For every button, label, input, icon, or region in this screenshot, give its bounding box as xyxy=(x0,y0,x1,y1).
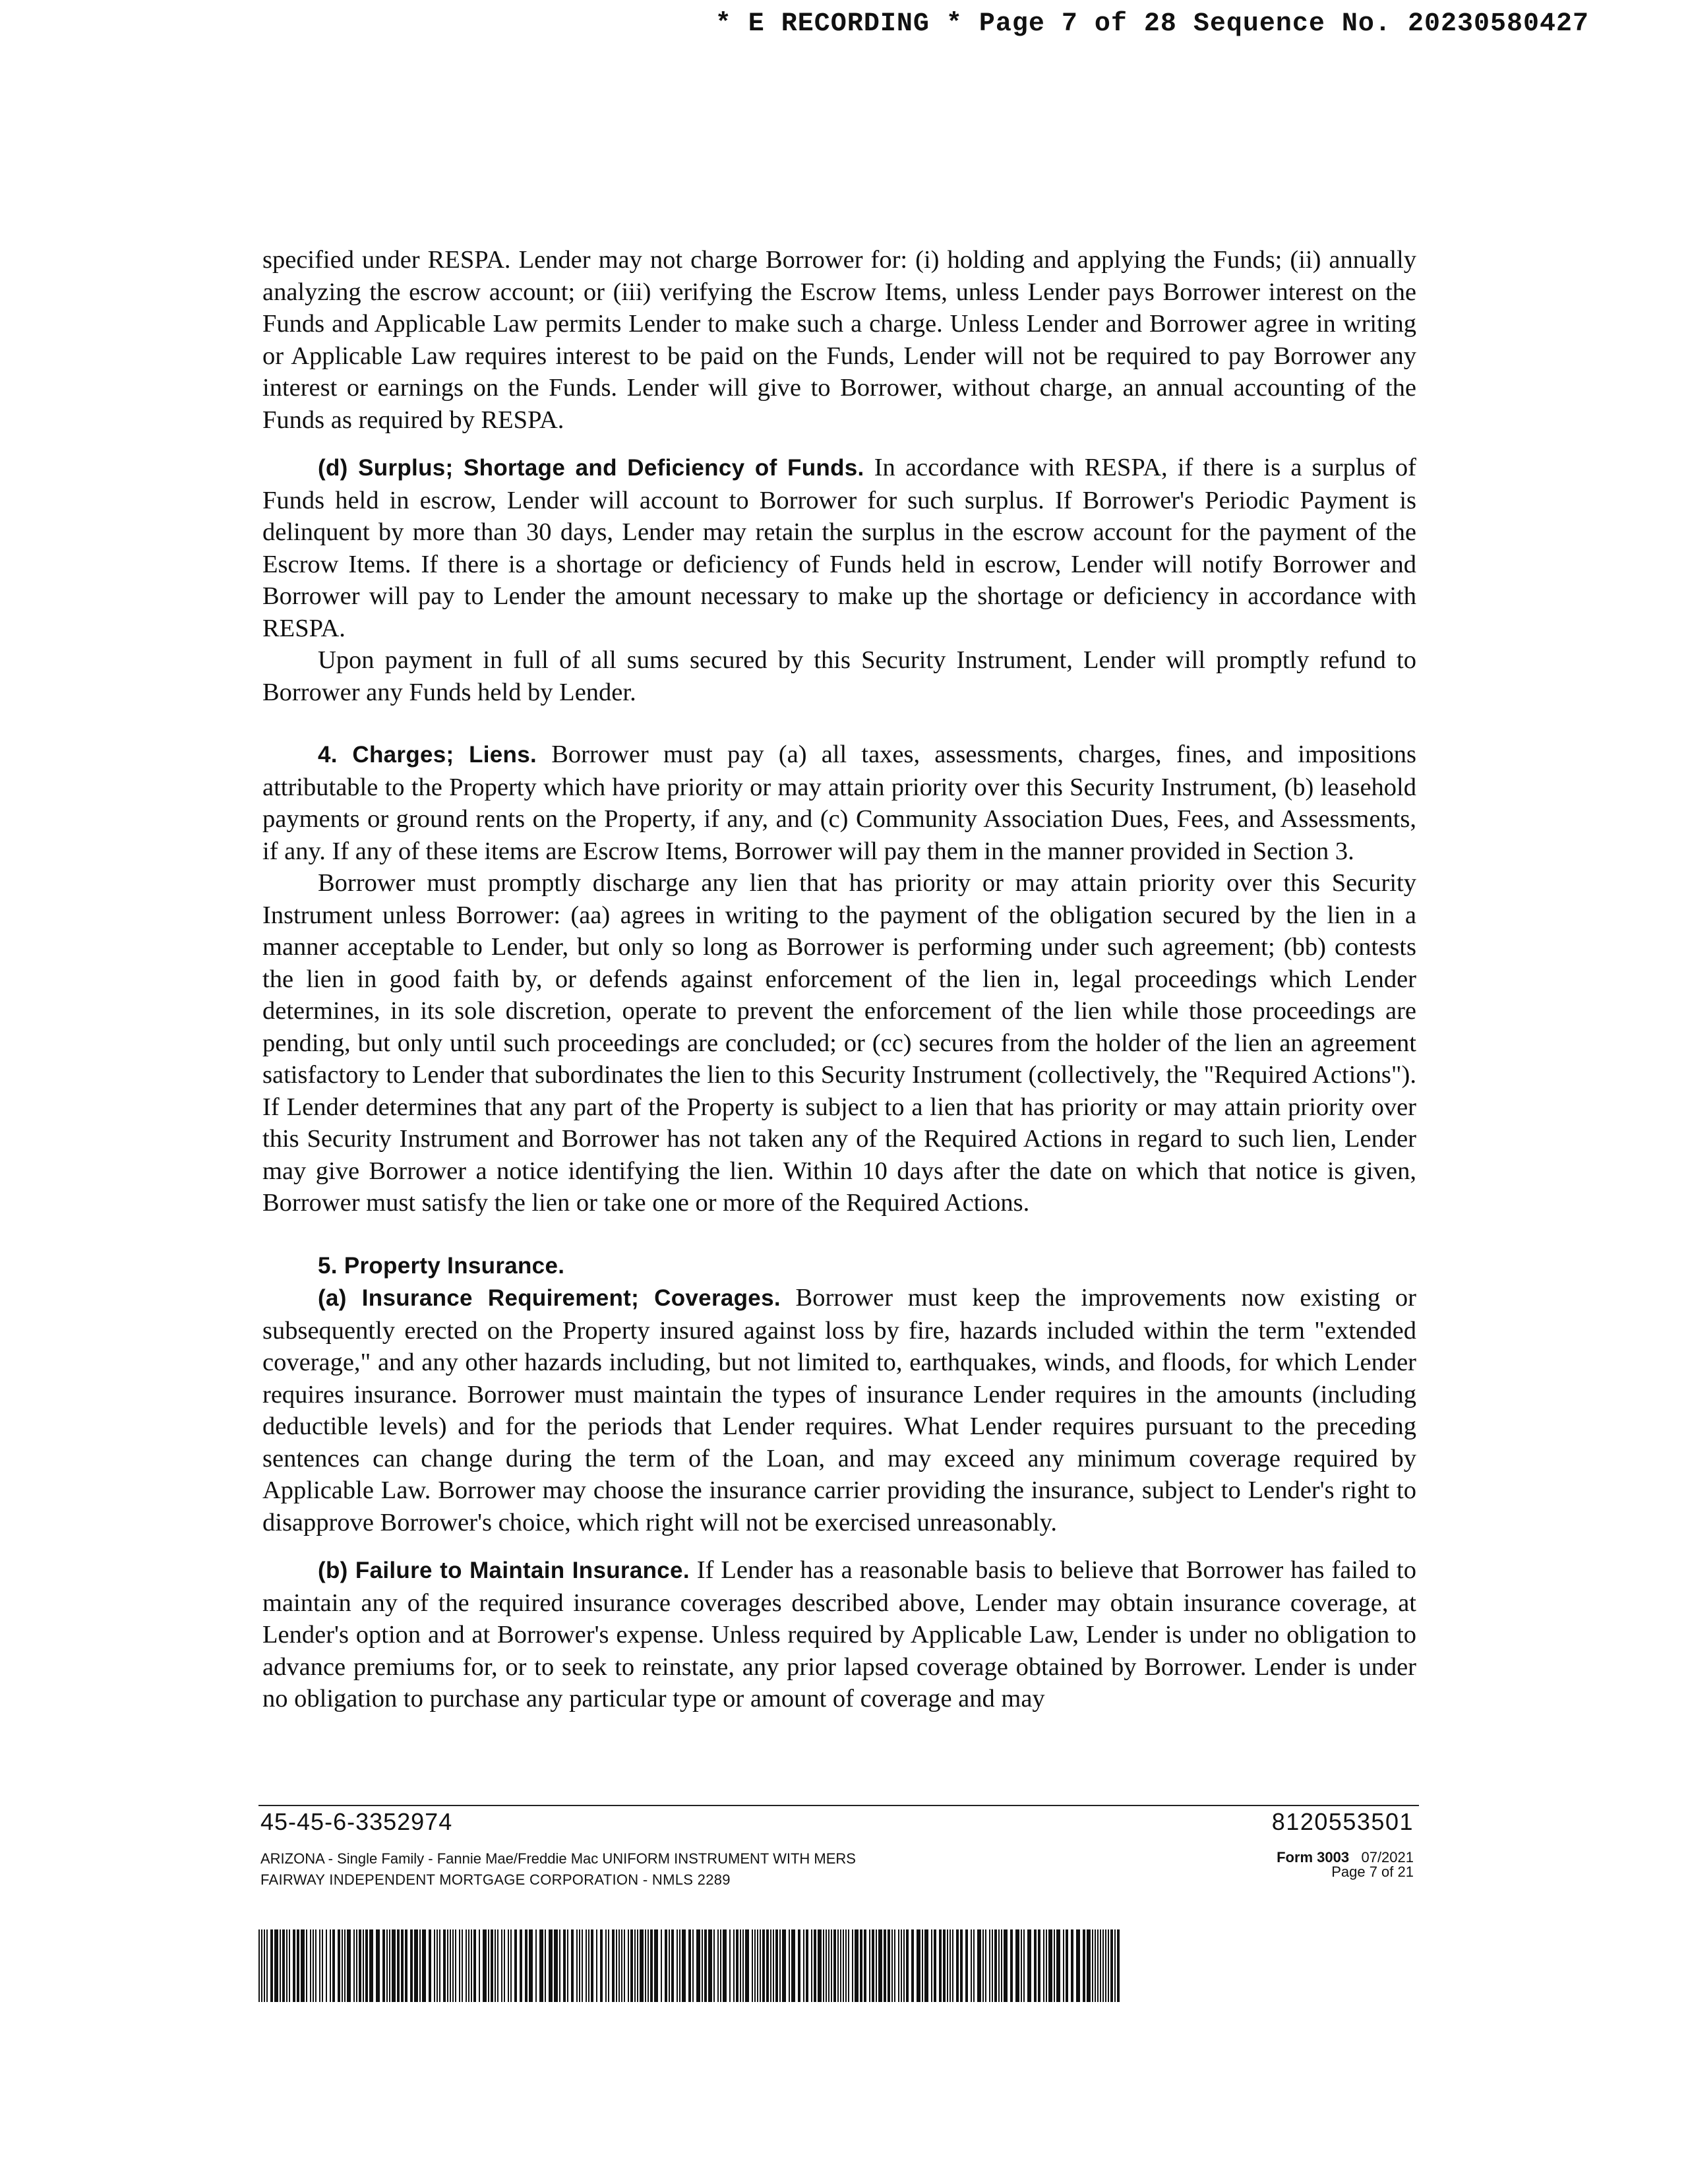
footer-form-info xyxy=(1277,1850,1414,1879)
section-5-heading-line xyxy=(262,1250,1416,1283)
section-4-heading: 4. Charges; Liens. xyxy=(318,742,537,768)
min-number: 8120553501 xyxy=(1271,1808,1414,1835)
form-date: 07/2021 xyxy=(1361,1849,1414,1866)
section-3d-heading: (d) Surplus; Shortage and Deficiency of Funds. xyxy=(318,455,864,481)
section-5a-paragraph xyxy=(262,1282,1416,1538)
section-4-paragraph xyxy=(262,739,1416,867)
section-3d-refund-paragraph: Upon payment in full of all sums secured by this Security Instrument, Lender will promptly refund to Borrower any Funds held by Lender. xyxy=(262,646,1416,706)
footer-lender-name: FAIRWAY INDEPENDENT MORTGAGE CORPORATION - NMLS 2289 xyxy=(260,1871,731,1888)
escrow-continued-paragraph: specified under RESPA. Lender may not charge Borrower for: (i) holding and applying the Funds; (ii) annually analyzing the escrow account; or (iii) verifying the Escrow Items, unless Lender pays Borrower interest on the Funds and Applicable Law permits Lender to make such a charge. Unless Lender and Borrower agree in writing or Applicable Law requires interest to be paid on the Funds, Lender will not be required to pay Borrower any interest or earnings on the Funds. Lender will give to Borrower, without charge, an annual accounting of the Funds as required by RESPA. xyxy=(262,246,1416,434)
barcode xyxy=(258,1929,1122,2002)
section-5b-paragraph xyxy=(262,1554,1416,1715)
section-5a-text: Borrower must keep the improvements now existing or subsequently erected on the Property insured against loss by fire, hazards included within the term "extended coverage," and any other hazards including, but not limited to, earthquakes, winds, and floods, for which Lender requires insurance. Borrower must maintain the types of insurance Lender requires in the amounts (including deductible levels) and for the periods that Lender requires. What Lender requires pursuant to the preceding sentences can change during the term of the Loan, and may exceed any minimum coverage required by Applicable Law. Borrower may choose the insurance carrier providing the insurance, subject to Lender's right to disapprove Borrower's choice, which right will not be exercised unreasonably. xyxy=(262,1284,1416,1536)
form-number: Form 3003 xyxy=(1277,1849,1350,1866)
section-5-heading: 5. Property Insurance. xyxy=(318,1252,565,1279)
footer-instrument-title: ARIZONA - Single Family - Fannie Mae/Freddie Mac UNIFORM INSTRUMENT WITH MERS xyxy=(260,1850,856,1867)
page-number: Page 7 of 21 xyxy=(1331,1864,1414,1880)
section-3d-text: In accordance with RESPA, if there is a surplus of Funds held in escrow, Lender will account to Borrower for such surplus. If Borrower's Periodic Payment is delinquent by more than 30 days, Lender may retain the surplus in the escrow account for the payment of the Escrow Items. If there is a shortage or deficiency of Funds held in escrow, Lender will notify Borrower and Borrower will pay to Lender the amount necessary to make up the shortage or deficiency in accordance with RESPA. xyxy=(262,454,1416,642)
document-body xyxy=(262,244,1416,1715)
footer-divider xyxy=(258,1805,1419,1806)
section-5b-heading: (b) Failure to Maintain Insurance. xyxy=(318,1558,690,1583)
recording-header: * E RECORDING * Page 7 of 28 Sequence No. 20230580427 xyxy=(715,9,1589,39)
section-4-text: Borrower must pay (a) all taxes, assessments, charges, fines, and impositions attributable to the Property which have priority or may attain priority over this Security Instrument, (b) leasehold payments or ground rents on the Property, if any, and (c) Community Association Dues, Fees, and Assessments, if any. If any of these items are Escrow Items, Borrower will pay them in the manner provided in Section 3. xyxy=(262,741,1416,865)
loan-number: 45-45-6-3352974 xyxy=(260,1808,453,1835)
section-5b-text: If Lender has a reasonable basis to believe that Borrower has failed to maintain any of the required insurance coverages described above, Lender may obtain insurance coverage, at Lender's option and at Borrower's expense. Unless required by Applicable Law, Lender is under no obligation to advance premiums for, or to seek to reinstate, any prior lapsed coverage obtained by Borrower. Lender is under no obligation to purchase any particular type or amount of coverage and may xyxy=(262,1556,1416,1713)
section-3d-paragraph xyxy=(262,452,1416,644)
section-5a-heading: (a) Insurance Requirement; Coverages. xyxy=(318,1285,781,1311)
section-4-lien-paragraph: Borrower must promptly discharge any lien that has priority or may attain priority over this Security Instrument unless Borrower: (aa) agrees in writing to the payment of the obligation secured by the lien in a manner acceptable to Lender, but only so long as Borrower is performing under such agreement; (bb) contests the lien in good faith by, or defends against enforcement of the lien in, legal proceedings which Lender determines, in its sole discretion, operate to prevent the enforcement of the lien while those proceedings are pending, but only until such proceedings are concluded; or (cc) secures from the holder of the lien an agreement satisfactory to Lender that subordinates the lien to this Security Instrument (collectively, the "Required Actions"). If Lender determines that any part of the Property is subject to a lien that has priority or may attain priority over this Security Instrument and Borrower has not taken any of the Required Actions in regard to such lien, Lender may give Borrower a notice identifying the lien. Within 10 days after the date on which that notice is given, Borrower must satisfy the lien or take one or more of the Required Actions. xyxy=(262,869,1416,1217)
